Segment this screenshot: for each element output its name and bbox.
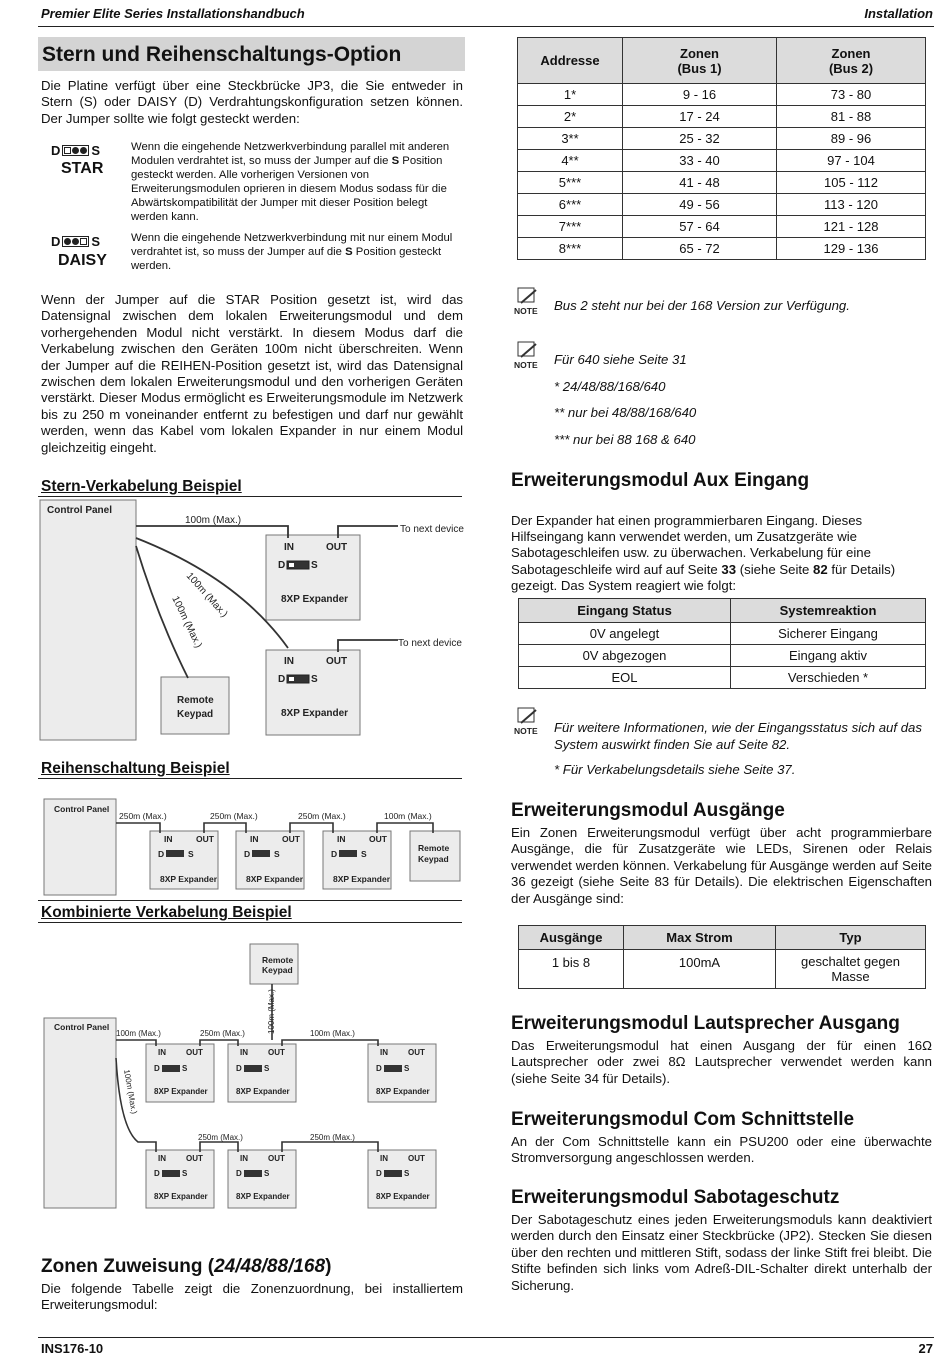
header-rule — [38, 26, 934, 27]
svg-text:250m (Max.): 250m (Max.) — [198, 1133, 243, 1142]
outputs-table-header: Ausgänge — [519, 926, 624, 950]
svg-text:100m (Max.): 100m (Max.) — [267, 989, 276, 1034]
svg-text:Remote: Remote — [418, 843, 450, 853]
svg-text:IN: IN — [164, 834, 173, 844]
zone-table-row-cell: 57 - 64 — [623, 216, 777, 238]
aux-table-header: Eingang Status — [519, 599, 731, 623]
com-paragraph: An der Com Schnittstelle kann ein PSU200 oder eine überwachte Stromversorgung angeschlossen werden. — [511, 1134, 932, 1166]
body-paragraph: Wenn der Jumper auf die STAR Position gesetzt ist, wird das Datensignal zwischen dem lokalen Erweiterungsmodul und dem vorhergehenden Modul nicht verstärkt. In diesem Modus darf die Verkabelung zwischen den Geräten 100m nicht überschreiten. Wenn der Jumper auf die REIHEN-Position gesetzt ist, wird das Datensignal zwischen dem lokalen Erweiterungsmodul und den vorherigen Geräten verstärkt. Dieser Modus ermöglicht es Erweiterungsmodule im Netzwerk bis zu 250 m voneinander entfernt zu befestigen und darf nur gewählt werden, wenn das Kabel vom lokalen Expander in nur einem Modul gleichzeitig eingeht. — [41, 292, 463, 455]
outputs-table-row-cell: 1 bis 8 — [519, 950, 624, 989]
svg-text:S: S — [182, 1064, 188, 1073]
zone-table-row — [518, 84, 926, 106]
svg-text:100m (Max.): 100m (Max.) — [169, 594, 204, 650]
svg-text:100m (Max.): 100m (Max.) — [116, 1029, 161, 1038]
zone-table-row-cell: 5*** — [518, 172, 623, 194]
zone-table-row-cell: 97 - 104 — [777, 150, 926, 172]
zone-table-row-cell: 33 - 40 — [623, 150, 777, 172]
svg-text:250m (Max.): 250m (Max.) — [310, 1133, 355, 1142]
zone-table-row-cell: 2* — [518, 106, 623, 128]
outputs-table-header: Typ — [776, 926, 926, 950]
note-star2: ** nur bei 48/88/168/640 — [554, 405, 697, 420]
tamper-title: Erweiterungsmodul Sabotageschutz — [511, 1187, 840, 1208]
zone-table-header: Zonen (Bus 1) — [623, 38, 777, 84]
svg-text:100m (Max.): 100m (Max.) — [183, 570, 230, 620]
svg-text:S: S — [188, 849, 194, 859]
zone-table-row-cell: 129 - 136 — [777, 238, 926, 260]
note-icon — [512, 706, 542, 740]
zone-table-row-cell: 7*** — [518, 216, 623, 238]
outputs-title: Erweiterungsmodul Ausgänge — [511, 800, 785, 821]
svg-text:D: D — [236, 1064, 242, 1073]
zone-table-header: Addresse — [518, 38, 623, 84]
svg-text:250m (Max.): 250m (Max.) — [200, 1029, 245, 1038]
svg-text:IN: IN — [380, 1154, 388, 1163]
svg-text:NOTE: NOTE — [514, 726, 538, 736]
svg-text:IN: IN — [284, 656, 294, 667]
daisy-wiring-diagram — [38, 795, 468, 900]
outputs-table-row — [519, 950, 926, 989]
speaker-title: Erweiterungsmodul Lautsprecher Ausgang — [511, 1013, 900, 1034]
aux-table — [518, 598, 926, 689]
zone-table-row — [518, 194, 926, 216]
zone-table-row-cell: 81 - 88 — [777, 106, 926, 128]
svg-text:8XP Expander: 8XP Expander — [281, 708, 349, 719]
svg-text:D: D — [376, 1064, 382, 1073]
svg-text:OUT: OUT — [186, 1154, 203, 1163]
daisy-example-title: Reihenschaltung Beispiel — [41, 760, 230, 777]
svg-text:S: S — [182, 1169, 188, 1178]
speaker-paragraph: Das Erweiterungsmodul hat einen Ausgang der für einen 16Ω Lautsprecher oder zwei 8Ω Lautsprecher verwendet werden kann (siehe Seite 34 für Details). — [511, 1038, 932, 1086]
expander-label: 8XP Expander — [281, 594, 349, 605]
aux-table-row-cell: 0V angelegt — [519, 623, 731, 645]
zone-table-row-cell: 105 - 112 — [777, 172, 926, 194]
svg-text:IN: IN — [240, 1154, 248, 1163]
footer-rule — [38, 1337, 934, 1338]
outputs-table-row-cell: 100mA — [624, 950, 776, 989]
svg-text:IN: IN — [250, 834, 259, 844]
svg-text:D: D — [244, 849, 251, 859]
zone-table-row-cell: 121 - 128 — [777, 216, 926, 238]
header-title: Premier Elite Series Installationshandbuch — [41, 6, 305, 21]
jumper-daisy-icon: D S — [51, 234, 101, 249]
svg-text:Remote: Remote — [177, 695, 214, 706]
jumper-star-icon: D S — [51, 143, 101, 158]
svg-text:Keypad: Keypad — [418, 854, 449, 864]
note-icon — [512, 286, 542, 320]
svg-text:8XP Expander: 8XP Expander — [376, 1087, 430, 1096]
aux-title: Erweiterungsmodul Aux Eingang — [511, 470, 810, 491]
svg-text:NOTE: NOTE — [514, 360, 538, 370]
svg-text:250m (Max.): 250m (Max.) — [210, 811, 258, 821]
svg-text:8XP Expander: 8XP Expander — [246, 874, 304, 884]
svg-text:Control Panel: Control Panel — [54, 804, 110, 814]
outputs-table-header: Max Strom — [624, 926, 776, 950]
svg-text:8XP Expander: 8XP Expander — [160, 874, 218, 884]
svg-text:Keypad: Keypad — [262, 965, 293, 975]
zone-table-row-cell: 8*** — [518, 238, 623, 260]
zone-table-row-cell: 113 - 120 — [777, 194, 926, 216]
zone-table-header: Zonen (Bus 2) — [777, 38, 926, 84]
note-icon — [512, 340, 542, 374]
zone-table-row — [518, 106, 926, 128]
outputs-paragraph: Ein Zonen Erweiterungsmodul verfügt über acht programmierbare Ausgänge, die für Zusatzgeräte wie LEDs, Sirenen oder Relais verwendet werden können. Verkabelung für Ausgänge werden auf Seite 36 gezeigt (siehe Seite 83 für Details). Die elektrischen Eigenschaften der Ausgänge sind: — [511, 825, 932, 906]
zone-table-row — [518, 238, 926, 260]
zone-table-row-cell: 3** — [518, 128, 623, 150]
svg-text:S: S — [361, 849, 367, 859]
svg-text:IN: IN — [158, 1048, 166, 1057]
svg-text:8XP Expander: 8XP Expander — [236, 1192, 290, 1201]
zone-table — [517, 37, 926, 260]
svg-text:OUT: OUT — [268, 1154, 285, 1163]
zone-table-row-cell: 17 - 24 — [623, 106, 777, 128]
intro-paragraph: Die Platine verfügt über eine Steckbrücke JP3, die Sie entweder in Stern (S) oder DAISY (D) Verdrahtungskonfiguration setzen können. Der Jumper sollte wie folgt gesteckt werden: — [41, 78, 463, 126]
svg-text:NOTE: NOTE — [514, 306, 538, 316]
aux-table-row — [519, 645, 926, 667]
svg-text:D: D — [154, 1064, 160, 1073]
zones-title: Zonen Zuweisung (24/48/88/168) — [41, 1256, 332, 1277]
aux-table-row-cell: Verschieden * — [731, 667, 926, 689]
svg-text:8XP Expander: 8XP Expander — [154, 1192, 208, 1201]
svg-text:100m (Max.): 100m (Max.) — [384, 811, 432, 821]
daisy-label: DAISY — [58, 252, 107, 269]
footer-doc-id: INS176-10 — [41, 1341, 104, 1356]
header-section: Installation — [864, 6, 933, 21]
svg-text:S: S — [404, 1169, 410, 1178]
note-bus2: Bus 2 steht nur bei der 168 Version zur Verfügung. — [554, 298, 850, 313]
aux-table-row-cell: Sicherer Eingang — [731, 623, 926, 645]
section-title: Stern und Reihenschaltungs-Option — [42, 43, 402, 66]
svg-text:Remote: Remote — [262, 955, 294, 965]
svg-text:OUT: OUT — [326, 656, 348, 667]
svg-text:IN: IN — [337, 834, 346, 844]
svg-text:IN: IN — [240, 1048, 248, 1057]
svg-text:S: S — [274, 849, 280, 859]
svg-text:S: S — [264, 1169, 270, 1178]
aux-note: Für weitere Informationen, wie der Eingangsstatus sich auf das System auswirkt finden Sie auf Seite 82. — [554, 720, 922, 752]
svg-text:D: D — [236, 1169, 242, 1178]
com-title: Erweiterungsmodul Com Schnittstelle — [511, 1109, 855, 1130]
svg-text:D: D — [376, 1169, 382, 1178]
svg-text:8XP Expander: 8XP Expander — [236, 1087, 290, 1096]
zone-table-row-cell: 49 - 56 — [623, 194, 777, 216]
page-number: 27 — [918, 1341, 933, 1356]
svg-text:To next device: To next device — [400, 524, 464, 535]
tamper-paragraph: Der Sabotageschutz eines jeden Erweiterungsmoduls kann deaktiviert werden durch den Einsatz einer Steckbrücke (JP2). Stecken Sie diesen über den rechten und mittleren Stift, sodass der linke Stift frei bleibt. Die Stifte befinden sich links vom Adreß-DIL-Schalter direkt unterhalb der Sicherung. — [511, 1212, 932, 1293]
aux-table-row — [519, 623, 926, 645]
aux-table-row — [519, 667, 926, 689]
svg-text:8XP Expander: 8XP Expander — [333, 874, 391, 884]
svg-text:250m (Max.): 250m (Max.) — [298, 811, 346, 821]
zone-table-row-cell: 4** — [518, 150, 623, 172]
star-wiring-diagram — [38, 498, 468, 748]
svg-text:S: S — [404, 1064, 410, 1073]
aux-table-row-cell: 0V abgezogen — [519, 645, 731, 667]
section-title-bar — [38, 37, 465, 71]
svg-text:IN: IN — [380, 1048, 388, 1057]
svg-text:Keypad: Keypad — [177, 709, 214, 720]
outputs-table-row-cell: geschaltet gegen Masse — [776, 950, 926, 989]
combined-example-title: Kombinierte Verkabelung Beispiel — [41, 904, 292, 921]
svg-text:100m (Max.): 100m (Max.) — [310, 1029, 355, 1038]
note-640: Für 640 siehe Seite 31 — [554, 352, 687, 367]
svg-text:OUT: OUT — [369, 834, 387, 844]
svg-text:D: D — [158, 849, 165, 859]
svg-text:IN: IN — [284, 542, 294, 553]
svg-text:OUT: OUT — [326, 542, 348, 553]
aux-paragraph: Der Expander hat einen programmierbaren Eingang. Dieses Hilfseingang kann verwendet werden, um Zusatzgeräte wie Sabotageschleifen usw. zu überwachen. Verkabelung für eine Sabotageschleife wird auf auf Seite 33 (siehe Seite 82 für Details) gezeigt. Das System reagiert wie folgt: — [511, 513, 896, 593]
svg-text:IN: IN — [158, 1154, 166, 1163]
note-star1: * 24/48/88/168/640 — [554, 379, 666, 394]
svg-text:OUT: OUT — [268, 1048, 285, 1057]
svg-text:D: D — [278, 560, 286, 571]
star-description: Wenn die eingehende Netzwerkverbindung parallel mit anderen Modulen verdrahtet ist, so muss der Jumper auf die S Position gesteckt werden. Alle vorherigen Versionen von Erweiterungsmodulen oprieren in diesem Modus sodass für die Abwärtskompatibilität der Jumper mit dieser Position belegt werden kann. — [131, 141, 450, 223]
zone-table-row-cell: 41 - 48 — [623, 172, 777, 194]
zone-table-row — [518, 128, 926, 150]
svg-text:OUT: OUT — [196, 834, 214, 844]
zone-table-row-cell: 6*** — [518, 194, 623, 216]
zone-table-row-cell: 73 - 80 — [777, 84, 926, 106]
zone-table-row — [518, 150, 926, 172]
svg-text:250m (Max.): 250m (Max.) — [119, 811, 167, 821]
zones-intro: Die folgende Tabelle zeigt die Zonenzuordnung, bei installiertem Erweiterungsmodul: — [41, 1281, 463, 1313]
svg-text:8XP Expander: 8XP Expander — [376, 1192, 430, 1201]
svg-text:OUT: OUT — [408, 1154, 425, 1163]
aux-table-row-cell: EOL — [519, 667, 731, 689]
zone-table-row-cell: 9 - 16 — [623, 84, 777, 106]
svg-text:S: S — [311, 674, 318, 685]
star-label: STAR — [61, 160, 104, 177]
svg-text:S: S — [264, 1064, 270, 1073]
zone-table-row — [518, 216, 926, 238]
svg-text:D: D — [154, 1169, 160, 1178]
outputs-table — [518, 925, 926, 989]
zone-table-row — [518, 172, 926, 194]
daisy-description: Wenn die eingehende Netzwerkverbindung mit nur einem Modul verdrahtet ist, so muss der Jumper auf die S Position gesteckt werden. — [131, 232, 453, 272]
aux-table-row-cell: Eingang aktiv — [731, 645, 926, 667]
control-panel-label: Control Panel — [47, 505, 113, 516]
star-example-title: Stern-Verkabelung Beispiel — [41, 478, 242, 495]
note-star3: *** nur bei 88 168 & 640 — [554, 432, 696, 447]
svg-text:100m (Max.): 100m (Max.) — [122, 1068, 139, 1115]
combined-wiring-diagram — [38, 938, 468, 1218]
svg-text:To next device: To next device — [398, 638, 462, 649]
zone-table-row-cell: 89 - 96 — [777, 128, 926, 150]
svg-text:8XP Expander: 8XP Expander — [154, 1087, 208, 1096]
zone-table-row-cell: 65 - 72 — [623, 238, 777, 260]
svg-text:100m (Max.): 100m (Max.) — [185, 515, 242, 526]
zone-table-row-cell: 1* — [518, 84, 623, 106]
aux-table-header: Systemreaktion — [731, 599, 926, 623]
svg-text:OUT: OUT — [186, 1048, 203, 1057]
svg-text:S: S — [311, 560, 318, 571]
svg-text:Control Panel: Control Panel — [54, 1022, 110, 1032]
aux-note-2: * Für Verkabelungsdetails siehe Seite 37. — [554, 762, 796, 777]
svg-text:D: D — [278, 674, 286, 685]
zone-table-row-cell: 25 - 32 — [623, 128, 777, 150]
svg-text:D: D — [331, 849, 338, 859]
svg-text:OUT: OUT — [408, 1048, 425, 1057]
svg-text:OUT: OUT — [282, 834, 300, 844]
